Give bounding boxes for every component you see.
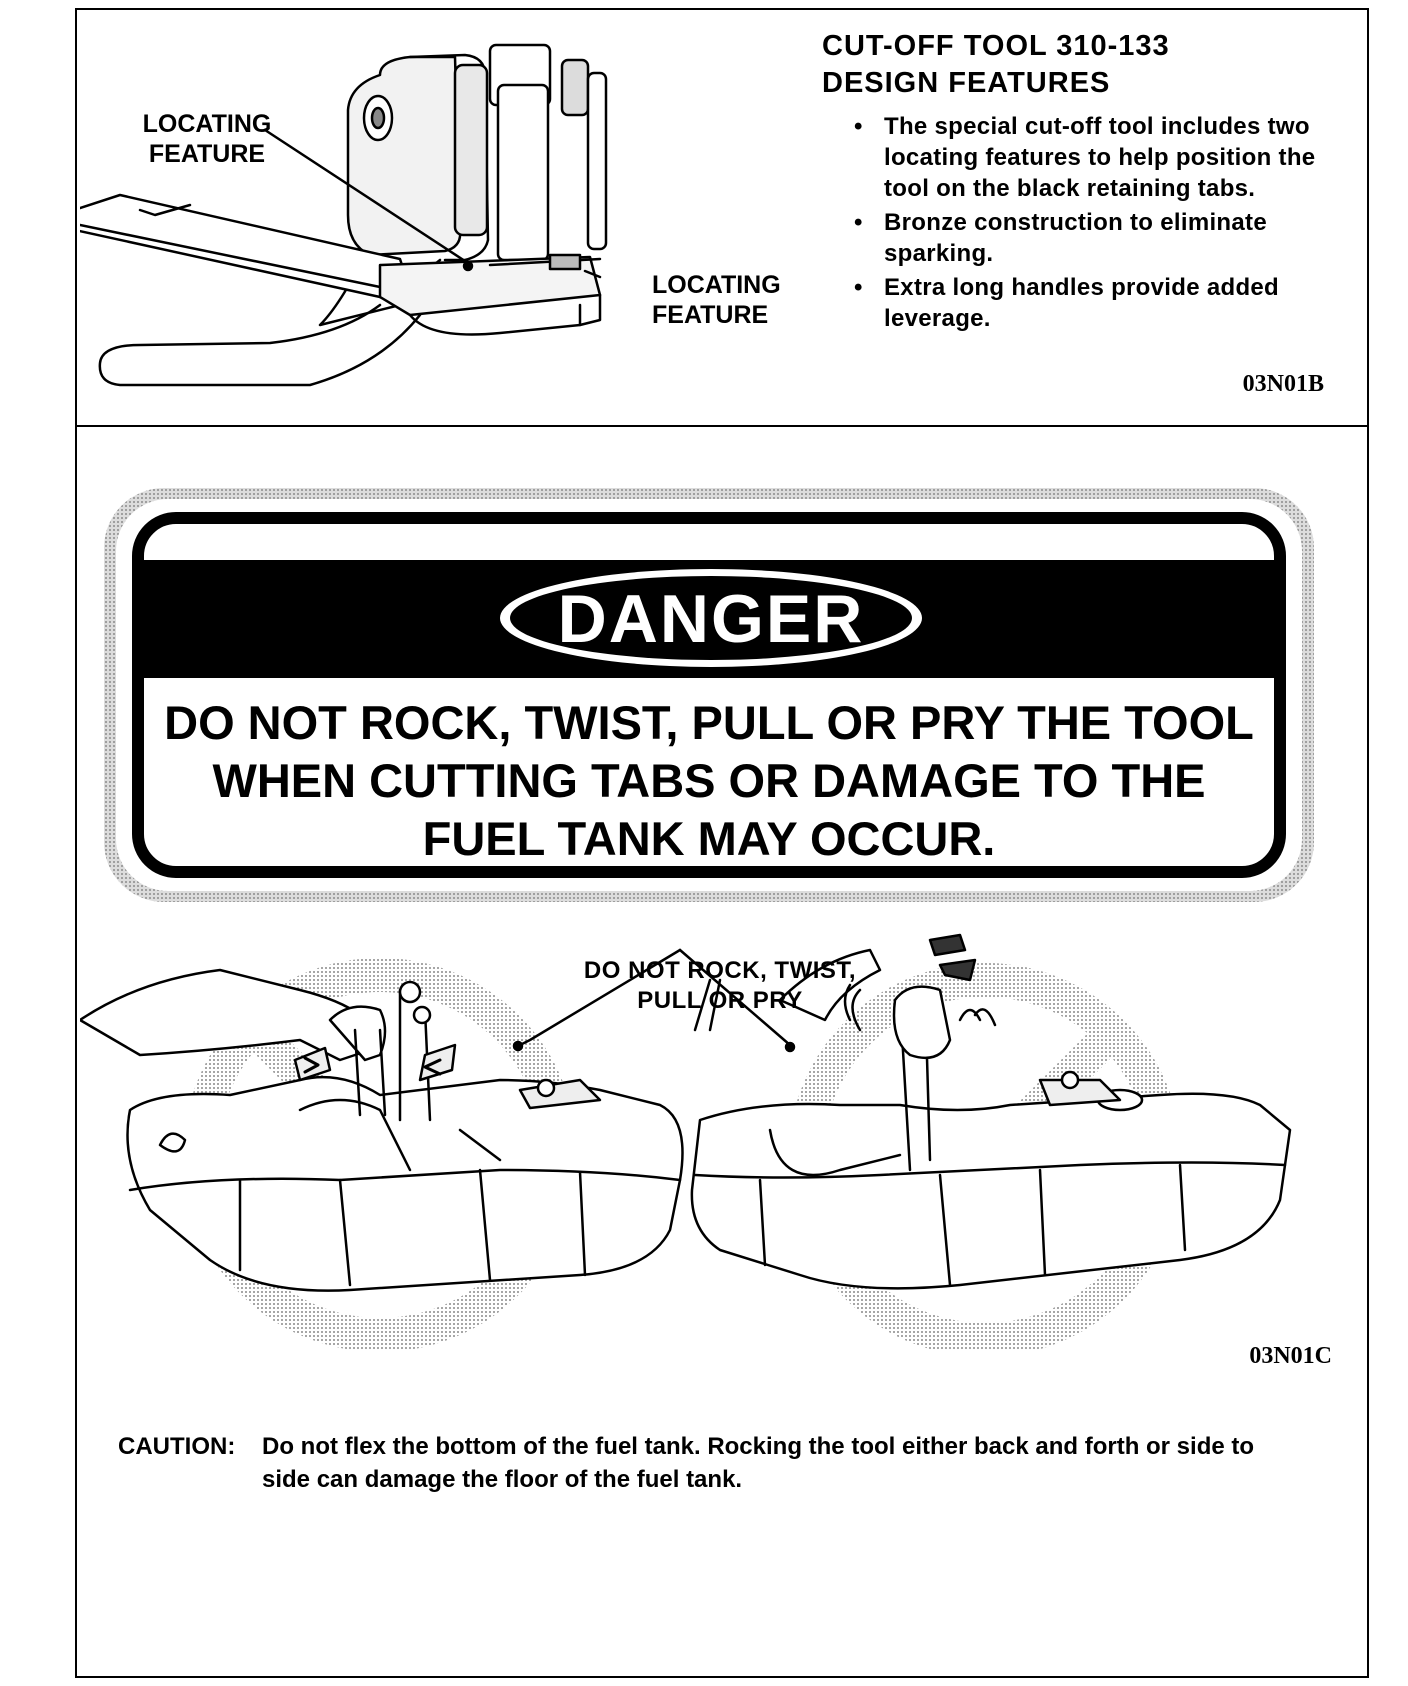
danger-line2: WHEN CUTTING TABS OR DAMAGE TO THE bbox=[212, 754, 1206, 807]
bullet-icon: • bbox=[854, 113, 863, 140]
danger-message bbox=[144, 694, 1274, 868]
locating-feature-callout-left: LOCATING FEATURE bbox=[142, 110, 272, 168]
danger-line1: DO NOT ROCK, TWIST, PULL OR PRY THE TOOL bbox=[164, 696, 1254, 749]
figure-code-bottom: 03N01C bbox=[1249, 1343, 1332, 1369]
do-not-rock-label bbox=[540, 956, 900, 1016]
bullet-icon: • bbox=[854, 209, 863, 236]
feature-text: Extra long handles provide added leverage. bbox=[884, 274, 1280, 332]
callout-right-line2: FEATURE bbox=[652, 301, 769, 329]
locating-feature-callout-right bbox=[652, 270, 781, 330]
feature-text: The special cut-off tool includes two locating features to help position the tool on the black retaining tabs. bbox=[884, 113, 1316, 202]
danger-sign bbox=[132, 512, 1286, 878]
caution-label: CAUTION: bbox=[118, 1433, 236, 1460]
feature-text: Bronze construction to eliminate sparking. bbox=[884, 209, 1267, 267]
danger-line3: FUEL TANK MAY OCCUR. bbox=[422, 812, 996, 865]
callout-right-line1: LOCATING bbox=[652, 271, 781, 299]
feature-item bbox=[850, 272, 1320, 334]
figure-code-top: 03N01B bbox=[1242, 371, 1324, 397]
feature-item bbox=[850, 111, 1320, 204]
bullet-icon: • bbox=[854, 274, 863, 301]
tool-title-line2: DESIGN FEATURES bbox=[822, 67, 1111, 99]
tool-title bbox=[822, 28, 1170, 102]
caution-text: Do not flex the bottom of the fuel tank. Rocking the tool either back and forth or side to side can damage the floor of the fuel tank. bbox=[262, 1433, 1255, 1493]
danger-heading: DANGER bbox=[557, 581, 865, 657]
tool-title-line1: CUT-OFF TOOL 310-133 bbox=[822, 30, 1170, 62]
feature-item bbox=[850, 207, 1320, 269]
do-not-rock-line1: DO NOT ROCK, TWIST, bbox=[583, 957, 857, 984]
design-features-list bbox=[850, 111, 1320, 337]
do-not-rock-line2: PULL OR PRY bbox=[637, 987, 803, 1014]
cut-off-tool-illustration bbox=[80, 15, 800, 415]
section-divider bbox=[75, 425, 1369, 427]
